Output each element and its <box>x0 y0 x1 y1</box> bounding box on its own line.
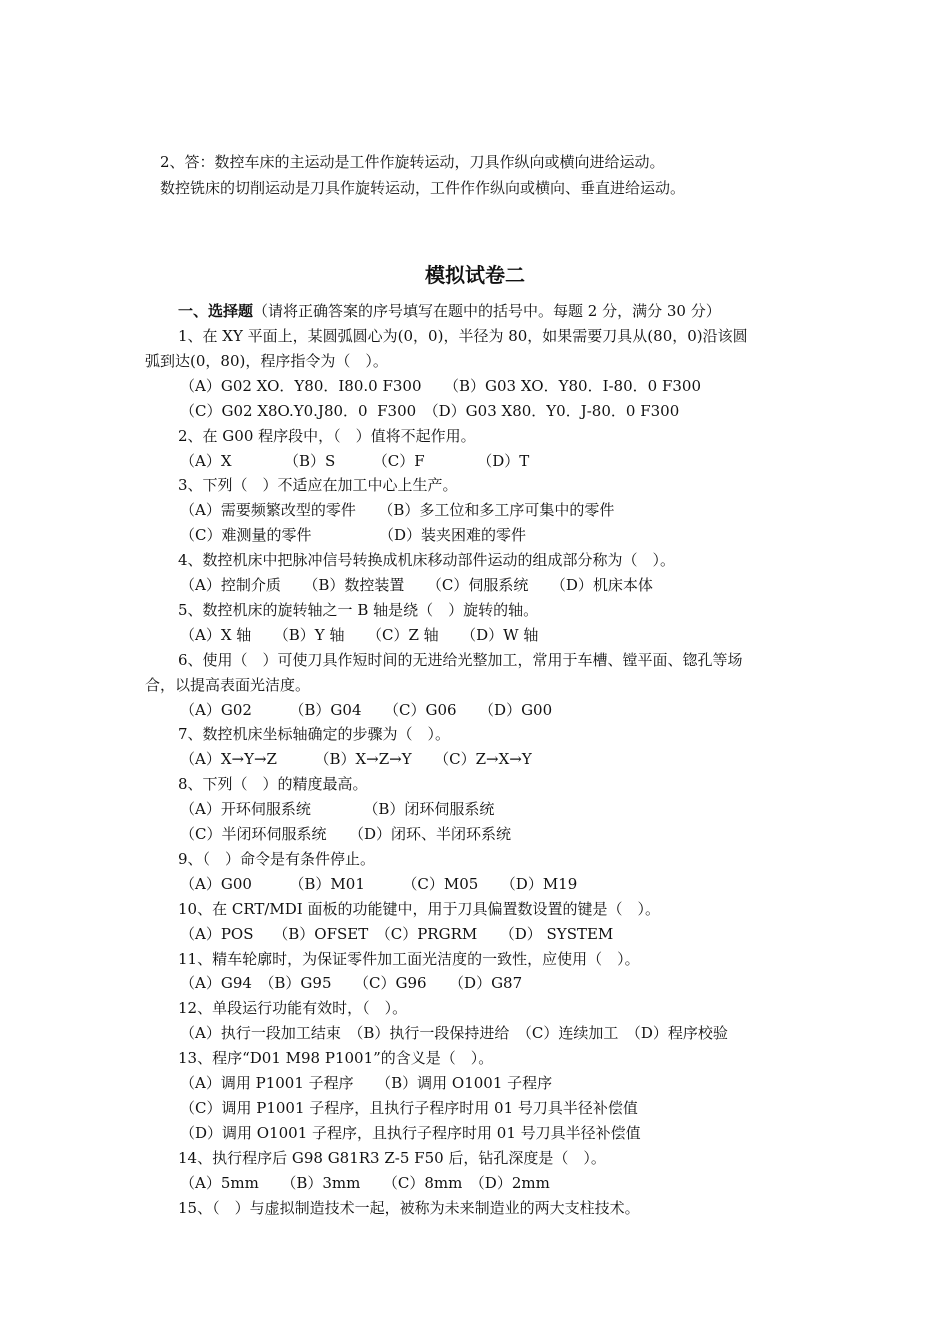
question-line: 弧到达(0，80)，程序指令为（ ）。 <box>145 352 388 370</box>
section-heading: 一、选择题 <box>178 302 254 320</box>
question-line: （A）G02 （B）G04 （C）G06 （D）G00 <box>180 701 553 719</box>
question-line: 5、数控机床的旋转轴之一 B 轴是绕（ ）旋转的轴。 <box>178 601 539 619</box>
prev-answer-line-1: 2、答：数控车床的主运动是工件作旋转运动，刀具作纵向或横向进给运动。 <box>160 153 665 171</box>
question-line: （A）G02 XO．Y80．I80.0 F300 （B）G03 XO．Y80．I-80．0 F300 <box>180 377 701 395</box>
question-line: （A）调用 P1001 子程序 （B）调用 O1001 子程序 <box>180 1074 553 1092</box>
question-line: （A）X→Y→Z （B）X→Z→Y （C）Z→X→Y <box>180 750 532 768</box>
question-line: 7、数控机床坐标轴确定的步骤为（ ）。 <box>178 725 451 743</box>
question-line: （A）X （B）S （C）F （D）T <box>180 452 530 470</box>
question-line: 9、（ ）命令是有条件停止。 <box>178 850 376 868</box>
question-line: 4、数控机床中把脉冲信号转换成机床移动部件运动的组成部分称为（ ）。 <box>178 551 676 569</box>
question-line: 10、在 CRT/MDI 面板的功能键中，用于刀具偏置数设置的键是（ ）。 <box>178 900 661 918</box>
question-line: 12、单段运行功能有效时，（ ）。 <box>178 999 408 1017</box>
question-line: （A）G00 （B）M01 （C）M05 （D）M19 <box>180 875 578 893</box>
question-line: 6、使用（ ）可使刀具作短时间的无进给光整加工，常用于车槽、镗平面、锪孔等场 <box>178 651 743 669</box>
section-instruction: （请将正确答案的序号填写在题中的括号中。每题 2 分，满分 30 分） <box>253 302 721 320</box>
question-line: （C）半闭环伺服系统 （D）闭环、半闭环系统 <box>180 825 512 843</box>
question-line: 11、精车轮廓时，为保证零件加工面光洁度的一致性，应使用（ ）。 <box>178 950 640 968</box>
question-line: （A）需要频繁改型的零件 （B）多工位和多工序可集中的零件 <box>180 501 615 519</box>
question-line: （C）G02 X8O.Y0.J80．0 F300 （D）G03 X80．Y0．J-80．0 F300 <box>180 402 680 420</box>
question-line: （D）调用 O1001 子程序，且执行子程序时用 01 号刀具半径补偿值 <box>180 1124 641 1142</box>
question-line: （A）控制介质 （B）数控装置 （C）伺服系统 （D）机床本体 <box>180 576 653 594</box>
question-line: 15、（ ）与虚拟制造技术一起，被称为未来制造业的两大支柱技术。 <box>178 1199 640 1217</box>
question-line: （C）难测量的零件 （D）装夹困难的零件 <box>180 526 527 544</box>
prev-answer-line-2: 数控铣床的切削运动是刀具作旋转运动，工件作作纵向或横向、垂直进给运动。 <box>160 179 686 197</box>
question-line: （C）调用 P1001 子程序，且执行子程序时用 01 号刀具半径补偿值 <box>180 1099 638 1117</box>
question-line: （A）G94 （B）G95 （C）G96 （D）G87 <box>180 974 523 992</box>
question-line: （A）5mm （B）3mm （C）8mm （D）2mm <box>180 1174 550 1192</box>
question-line: 14、执行程序后 G98 G81R3 Z-5 F50 后，钻孔深度是（ ）。 <box>178 1149 606 1167</box>
question-line: 1、在 XY 平面上，某圆弧圆心为(0，0)，半径为 80，如果需要刀具从(80，0)沿该圆 <box>178 327 748 345</box>
question-line: 合，以提高表面光洁度。 <box>145 676 311 694</box>
question-line: （A）POS （B）OFSET （C）PRGRM （D） SYSTEM <box>180 925 614 943</box>
question-line: 13、程序“D01 M98 P1001”的含义是（ ）。 <box>178 1049 494 1067</box>
question-line: （A）X 轴 （B）Y 轴 （C）Z 轴 （D）W 轴 <box>180 626 539 644</box>
question-line: 2、在 G00 程序段中，（ ）值将不起作用。 <box>178 427 476 445</box>
question-line: （A）开环伺服系统 （B）闭环伺服系统 <box>180 800 495 818</box>
question-line: 8、下列（ ）的精度最高。 <box>178 775 368 793</box>
exam-title: 模拟试卷二 <box>425 263 525 287</box>
question-line: （A）执行一段加工结束 （B）执行一段保持进给 （C）连续加工 （D）程序校验 <box>180 1024 728 1042</box>
question-line: 3、下列（ ）不适应在加工中心上生产。 <box>178 476 458 494</box>
section-heading-line <box>178 301 721 321</box>
